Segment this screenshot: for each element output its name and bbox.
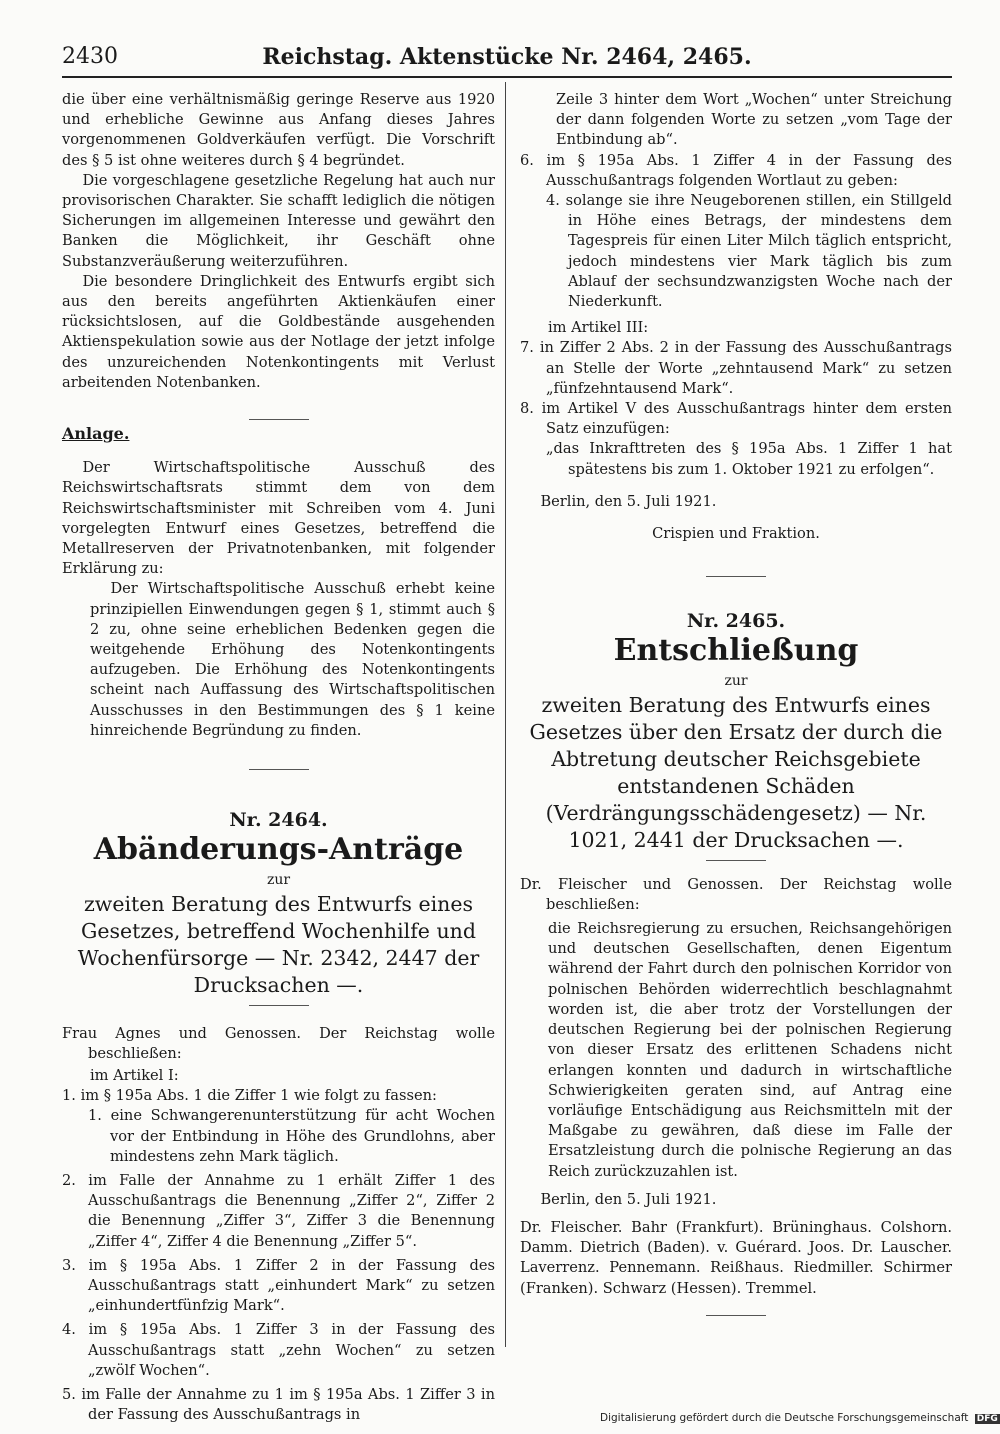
list-subitem: „das Inkrafttreten des § 195a Abs. 1 Ziffer 1 hat spätestens bis zum 1. Oktober 1921 zu erfolgen“.: [546, 440, 952, 478]
anlage-heading: Anlage.: [62, 424, 130, 444]
separator: [706, 1315, 766, 1316]
list-item: 6. im § 195a Abs. 1 Ziffer 4 in der Fassung des Ausschußantrags folgenden Wortlaut zu geben:: [520, 151, 952, 189]
dfg-logo-icon: DFG: [976, 1414, 998, 1424]
date-line: Berlin, den 5. Juli 1921.: [540, 1190, 717, 1208]
list-item: 1. im § 195a Abs. 1 die Ziffer 1 wie folgt zu fassen:: [62, 1087, 437, 1105]
article-label: im Artikel I:: [90, 1066, 179, 1084]
document-title: zweiten Beratung des Entwurfs eines Gesetzes, betreffend Wochenhilfe und Wochenfürsorge — Nr. 2342, 2447 der Drucksachen —.: [77, 891, 480, 997]
list-item: 7. in Ziffer 2 Abs. 2 in der Fassung des Ausschußantrags an Stelle der Worte „zehntausend Mark“ zu setzen „fünfzehntausend Mark“.: [520, 339, 952, 397]
document-heading: Entschließung: [613, 633, 859, 669]
date-line: Berlin, den 5. Juli 1921.: [540, 492, 717, 510]
paragraph: Der Wirtschaftspolitische Ausschuß des Reichswirtschaftsrats stimmt dem von dem Reichswirtschaftsminister mit Schreiben vom 4. Juni vorgelegten Entwurf eines Gesetzes, betreffend die Metallreserven der Privatnotenbanken, mit folgender Erklärung zu:: [62, 459, 495, 578]
resolution-text: die Reichsregierung zu ersuchen, Reichsangehörigen und deutschen Gesellschaften, denen Eigentum während der Fahrt durch den polnischen Korridor von polnischen Behörden widerrechtlich beschlagnahmt worden ist, die aber trotz der Vorstellungen der deutschen Regierung bei der polnischen Regierung von dieser Ersatz des erlittenen Schadens nicht erlangen konnten und dadurch in wirtschaftliche Schwierigkeiten geraten sind, auf Antrag eine vorläufige Entschädigung aus Reichsmitteln mit der Maßgabe zu gewähren, daß diese im Falle der Ersatzleistung durch die polnische Regierung an das Reich zurückzuzahlen ist.: [548, 920, 952, 1180]
document-heading: Abänderungs-Anträge: [93, 832, 464, 868]
footer-credit: Digitalisierung gefördert durch die Deutsche Forschungsgemeinschaft: [600, 1412, 969, 1424]
document-title: zweiten Beratung des Entwurfs eines Gesetzes über den Ersatz der durch die Abtretung deutscher Reichsgebiete entstandenen Schäden (Verdrängungsschädengesetz) — Nr. 1021, 2441 der Drucksachen —.: [529, 692, 943, 852]
zur-label: zur: [724, 673, 748, 690]
list-item: 4. im § 195a Abs. 1 Ziffer 3 in der Fassung des Ausschußantrags statt „zehn Wochen“ zu setzen „zwölf Wochen“.: [62, 1321, 495, 1379]
list-item: 5. im Falle der Annahme zu 1 im § 195a Abs. 1 Ziffer 3 in der Fassung des Ausschußantrags in: [62, 1385, 495, 1424]
list-item: 3. im § 195a Abs. 1 Ziffer 2 in der Fassung des Ausschußantrags statt „einhundert Mark“ zu setzen „einhundertfünfzig Mark“.: [62, 1256, 495, 1315]
document-number: Nr. 2465.: [686, 610, 786, 633]
list-subitem: 4. solange sie ihre Neugeborenen stillen, ein Stillgeld in Höhe eines Betrags, der mindestens dem Tagespreis für einen Liter Milch täglich entspricht, jedoch mindestens vier Mark täglich bis zum Ablauf der sechsundzwanzigsten Woche nach der Niederkunft.: [546, 192, 952, 311]
quoted-statement: Der Wirtschaftspolitische Ausschuß erhebt keine prinzipiellen Einwendungen gegen § 1, stimmt auch § 2 zu, ohne seine erheblichen Bedenken gegen die weitgehende Erhöhung des Notenkontingents aufzugeben. Die Erhöhung des Notenkontingents scheint nach Auffassung des Wirtschaftspolitischen Ausschusses in den Bestimmungen des § 1 keine hinreichende Begründung zu finden.: [90, 580, 495, 739]
motion-intro: Dr. Fleischer und Genossen. Der Reichstag wolle beschließen:: [520, 875, 952, 913]
running-title: Reichstag. Aktenstücke Nr. 2464, 2465.: [262, 44, 752, 70]
signature: Crispien und Fraktion.: [652, 525, 820, 543]
list-item: 8. im Artikel V des Ausschußantrags hinter dem ersten Satz einzufügen:: [520, 400, 952, 438]
paragraph: Die vorgeschlagene gesetzliche Regelung hat auch nur provisorischen Charakter. Sie schafft lediglich die nötigen Sicherungen im allgemeinen Interesse und gewährt den Banken die Möglichkeit, ihr Geschäft ohne Substanzveräußerung weiterzuführen.: [62, 171, 495, 270]
right-column: [520, 90, 952, 1316]
signers-list: Dr. Fleischer. Bahr (Frankfurt). Brüninghaus. Colshorn. Damm. Dietrich (Baden). v. Guérard. Joos. Dr. Lauscher. Laverrenz. Pennemann. Reißhaus. Riedmiller. Schirmer (Franken). Schwarz (Hessen). Tremmel.: [520, 1218, 952, 1297]
left-column: [62, 90, 495, 1425]
list-item: 2. im Falle der Annahme zu 1 erhält Ziffer 1 des Ausschußantrags die Benennung „Ziffer 2“, Ziffer 2 die Benennung „Ziffer 3“, Ziffer 3 die Benennung „Ziffer 4“, Ziffer 4 die Benennung „Ziffer 5“.: [62, 1171, 495, 1250]
zur-label: zur: [266, 872, 291, 889]
column-divider: [505, 82, 506, 1347]
paragraph: Die besondere Dringlichkeit des Entwurfs ergibt sich aus den bereits angeführten Aktienkäufen einer rücksichtslosen, auf die Goldbestände ausgehenden Aktienspekulation sowie aus der Notlage der jetzt infolge des unzureichenden Notenkontingents mit Verlust arbeitenden Notenbanken.: [62, 272, 495, 391]
paragraph: die über eine verhältnismäßig geringe Reserve aus 1920 und erhebliche Gewinne aus Anfang dieses Jahres vorgenommenen Goldverkäufen verfügt. Die Vorschrift des § 5 ist ohne weiteres durch § 4 begründet.: [62, 91, 495, 169]
list-item-continuation: Zeile 3 hinter dem Wort „Wochen“ unter Streichung der dann folgenden Worte zu setzen „vom Tage der Entbindung ab“.: [556, 91, 952, 149]
article-label: im Artikel III:: [548, 319, 649, 337]
footer: [600, 1412, 1000, 1424]
motion-intro: Frau Agnes und Genossen. Der Reichstag wolle beschließen:: [62, 1024, 495, 1062]
header-rule: [62, 76, 952, 78]
list-subitem: 1. eine Schwangerenunterstützung für acht Wochen vor der Entbindung in Höhe des Grundlohns, aber mindestens zehn Mark täglich.: [88, 1107, 495, 1165]
page-number: 2430: [62, 44, 118, 69]
document-number: Nr. 2464.: [229, 809, 328, 832]
page-header: [62, 44, 952, 74]
